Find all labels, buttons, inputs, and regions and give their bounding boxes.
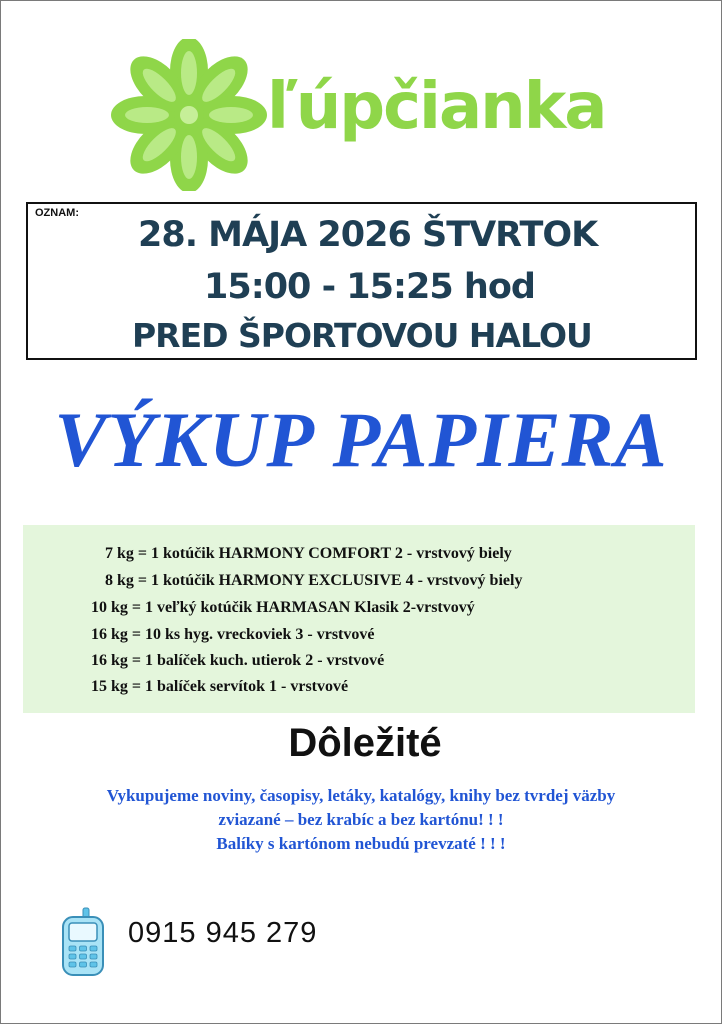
important-line: zviazané – bez krabíc a bez kartónu! ! !	[218, 810, 504, 829]
brand-name: ľúpčianka	[267, 70, 606, 144]
rate-item: 7 kg = 1 kotúčik HARMONY COMFORT 2 - vrstvový biely	[105, 545, 512, 562]
announcement-box	[26, 202, 697, 360]
rate-item: 15 kg = 1 balíček servítok 1 - vrstvové	[91, 678, 349, 695]
flower-icon	[111, 39, 267, 191]
rate-item: 10 kg = 1 veľký kotúčik HARMASAN Klasik 2-vrstvový	[91, 599, 475, 616]
phone-number: 0915 945 279	[128, 917, 318, 949]
mobile-phone-icon	[59, 907, 107, 977]
important-line: Vykupujeme noviny, časopisy, letáky, katalógy, knihy bez tvrdej väzby	[106, 786, 616, 805]
logo	[111, 39, 631, 191]
rate-item: 16 kg = 1 balíček kuch. utierok 2 - vrstvové	[91, 652, 385, 669]
headline: VÝKUP PAPIERA	[54, 396, 668, 483]
rate-item: 16 kg = 10 ks hyg. vreckoviek 3 - vrstvové	[91, 626, 375, 643]
event-time: 15:00 - 15:25 hod	[204, 267, 535, 307]
notice-label: OZNAM:	[35, 207, 79, 219]
event-date: 28. MÁJA 2026 ŠTVRTOK	[138, 215, 598, 255]
important-line: Balíky s kartónom nebudú prevzaté ! ! !	[216, 834, 506, 853]
important-heading: Dôležité	[288, 721, 442, 765]
rate-item: 8 kg = 1 kotúčik HARMONY EXCLUSIVE 4 - vrstvový biely	[105, 572, 523, 589]
event-place: PRED ŠPORTOVOU HALOU	[132, 316, 592, 355]
exchange-rates-panel	[23, 525, 695, 713]
